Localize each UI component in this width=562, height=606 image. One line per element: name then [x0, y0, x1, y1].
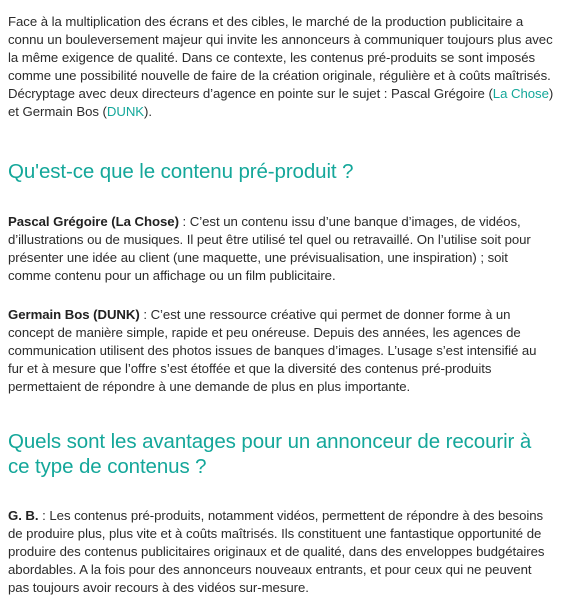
speaker-gb: G. B.: [8, 508, 39, 523]
question-heading-2: Quels sont les avantages pour un annonceur de recourir à ce type de contenus ?: [8, 430, 532, 478]
link-la-chose[interactable]: La Chose: [492, 86, 549, 101]
speaker-germain-bos: Germain Bos (DUNK): [8, 307, 140, 322]
answer-1-text: : C’est un contenu issu d’une banque d’images, de vidéos, d’illustrations ou de musiques. Il peut être utilisé tel quel ou retravaillé. On l’utilise soit pour présenter une idée au client (une maquette, une prévisualisation, une inspiration) ; soit comme contenu pour un affichage ou un film publicitaire.: [8, 214, 531, 283]
intro-text-middle: ) et Germain Bos (: [8, 86, 554, 119]
answer-paragraph-3: [8, 507, 554, 597]
intro-text-before: Face à la multiplication des écrans et des cibles, le marché de la production publicitaire a connu un bouleversement majeur qui invite les annonceurs à communiquer toujours plus avec la même exigence de qualité. Dans ce contexte, les contenus pré-produits se sont imposés comme une possibilité nouvelle de faire de la création originale, régulière et à coûts maîtrisés. Décryptage avec deux directeurs d’agence en pointe sur le sujet : Pascal Grégoire (: [8, 14, 553, 101]
answer-2-text: : C’est une ressource créative qui permet de donner forme à un concept de manière simple, rapide et peu onéreuse. Depuis des années, les agences de communication utilisent des photos issues de banques d’images. L’usage s’est intensifié au fur et à mesure que l’offre s’est étoffée et que la diversité des contenus pré-produits permettaient de répondre à une demande de plus en plus importante.: [8, 307, 537, 394]
answer-3-text: : Les contenus pré-produits, notamment vidéos, permettent de répondre à des besoins de produire plus, plus vite et à coûts maîtrisés. Ils constituent une fantastique opportunité de produire des contenus publicitaires originaux et de qualité, dans des enveloppes budgétaires abordables. A la fois pour des annonceurs nouveaux entrants, et pour ceux qui ne peuvent pas toujours avoir recours à des vidéos sur-mesure.: [8, 508, 545, 595]
question-heading-1: Qu'est-ce que le contenu pré-produit ?: [8, 160, 354, 183]
speaker-pascal-gregoire: Pascal Grégoire (La Chose): [8, 214, 179, 229]
intro-paragraph: [8, 0, 554, 121]
link-dunk[interactable]: DUNK: [106, 104, 145, 119]
answer-paragraph-2: [8, 306, 554, 396]
answer-paragraph-1: [8, 213, 554, 285]
intro-text-after: ).: [144, 104, 153, 119]
